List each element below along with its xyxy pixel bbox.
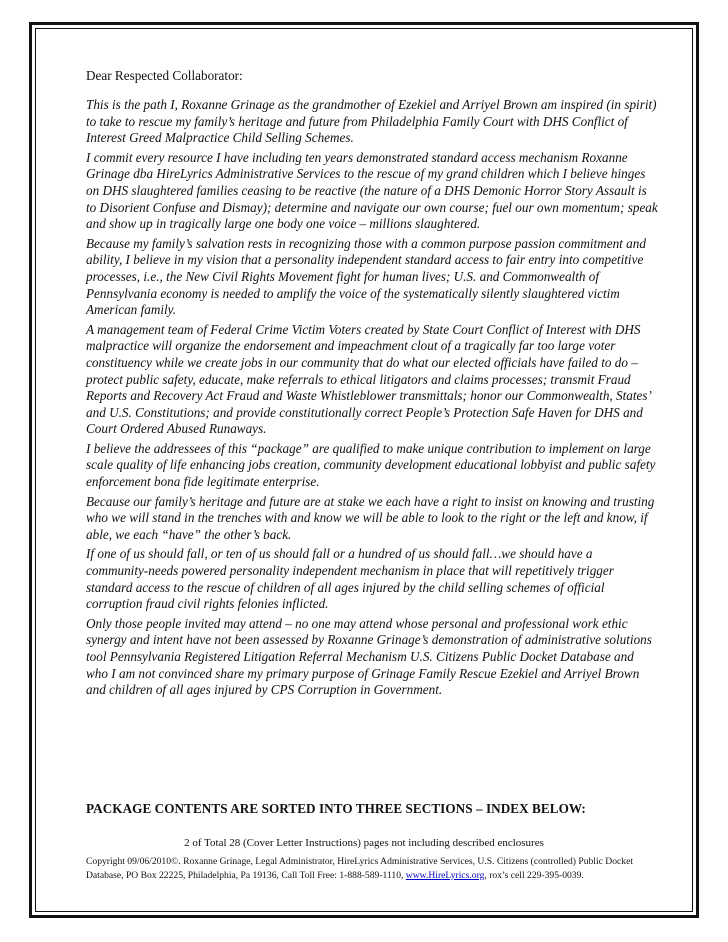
paragraph-path: This is the path I, Roxanne Grinage as the grandmother of Ezekiel and Arriyel Brown am inspired (in spirit) to take to rescue my family’s heritage and future from Philadelphia Family Court with DHS Conflict of Interest Greed Malpractice Child Selling Schemes. xyxy=(86,97,657,146)
paragraph-if-one-falls: If one of us should fall, or ten of us should fall or a hundred of us should fall…we should have a community-needs powered personality independent mechanism in place that will repetitively trigger standard access to the rescue of children of all ages injured by the child selling schemes of official corruption fraud civil rights felonies inflicted. xyxy=(86,546,614,612)
copyright-footer xyxy=(86,855,661,882)
copyright-text: Copyright 09/06/2010©. Roxanne Grinage, Legal Administrator, HireLyrics Administrative Services, U.S. Citizens (controlled) Public Docket Database, PO Box 22225, Philadelphia, Pa 19136, Call Toll Free: 1-888-589-1110, xyxy=(86,856,633,881)
paragraph-addressees: I believe the addressees of this “package” are qualified to make unique contribution to implement on large scale quality of life enhancing jobs creation, community development educational lobbyist and public safety enforcement bona fide legitimate enterprise. xyxy=(86,440,656,490)
paragraph-management-team: A management team of Federal Crime Victim Voters created by State Court Conflict of Interest with DHS malpractice will organize the endorsement and impeachment clout of a tragically far too large voter constituency while we create jobs in our community that do what our elected officials have failed to do – protect public safety, educate, make referrals to ethical litigators and claims processes; transmit Fraud Reports and Recovery Act Fraud and Waste Whistleblower transmittals; honor our Commonwealth, States’ and U.S. Constitutions; and provide constitutionally correct People’s Protection Safe Haven for DHS and Court Ordered Abused Runaways. xyxy=(86,321,651,437)
website-link[interactable]: www.HireLyrics.org xyxy=(405,869,485,881)
paragraph-invited-only: Only those people invited may attend – no one may attend whose personal and professional work ethic synergy and intent have not been assessed by Roxanne Grinage’s demonstration of administrative solutions tool Pennsylvania Registered Litigation Referral Mechanism U.S. Citizens Public Docket Database and who I am not convinced share my primary purpose of Grinage Family Rescue Ezekiel and Arriyel Brown and children of all ages injured by CPS Corruption in Government. xyxy=(86,615,652,698)
letter-body xyxy=(86,68,658,702)
paragraph-salvation: Because my family’s salvation rests in recognizing those with a common purpose passion commitment and ability, I believe in my vision that a personality independent standard access to fair entry into competitive processes, i.e., the New Civil Rights Movement fight for human lives; U.S. and Commonwealth of Pennsylvania economy is needed to amplify the voice of the systematically silently slaughtered victim American family. xyxy=(86,235,646,318)
package-contents-heading: PACKAGE CONTENTS ARE SORTED INTO THREE SECTIONS – INDEX BELOW: xyxy=(86,801,586,816)
page-number-line: 2 of Total 28 (Cover Letter Instructions) pages not including described enclosures xyxy=(184,837,544,849)
contact-text: , rox’s cell 229-395-0039. xyxy=(484,869,584,881)
salutation: Dear Respected Collaborator: xyxy=(86,68,243,83)
paragraph-commitment: I commit every resource I have including ten years demonstrated standard access mechanism Roxanne Grinage dba HireLyrics Administrative Services to the rescue of my grand children which I believe hinges on DHS slaughtered families ceasing to be reactive (the nature of a DHS Demonic Horror Story Assault is to Disorient Confuse and Dismay); determine and navigate our own course; fuel our own momentum; speak and show up in tragically large one body one voice – millions slaughtered. xyxy=(86,149,658,232)
paragraph-heritage: Because our family’s heritage and future are at stake we each have a right to insist on knowing and trusting who we will stand in the trenches with and know we will be able to look to the right or the left and know, if able, we each “have” the other’s back. xyxy=(86,493,655,542)
